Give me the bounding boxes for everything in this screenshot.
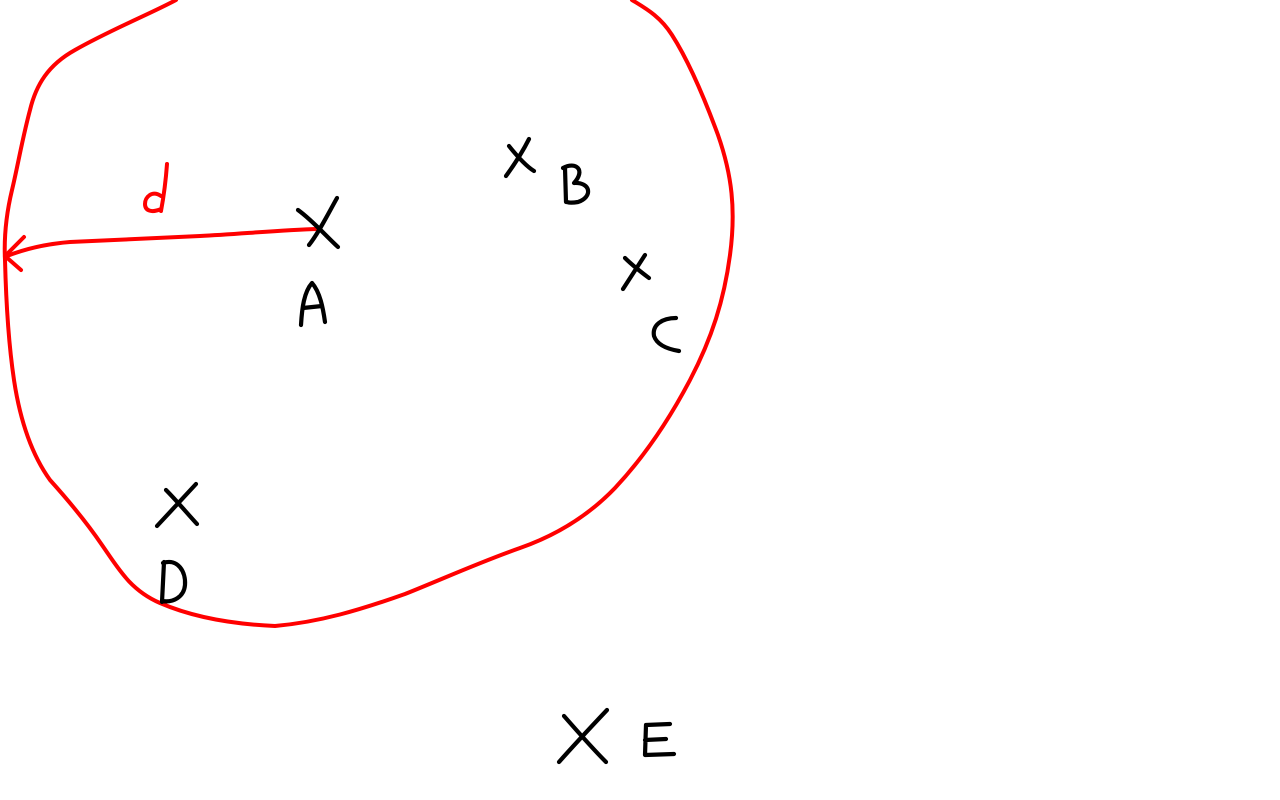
point-b-label-glyph <box>563 166 588 203</box>
point-e-label-glyph <box>645 724 674 755</box>
distance-arrow-line <box>7 229 318 256</box>
svg-text:D: D <box>160 600 161 601</box>
svg-text:B: B <box>560 205 561 206</box>
point-c <box>623 255 679 351</box>
svg-text:d: d <box>155 190 156 191</box>
boundary-circle <box>5 0 733 626</box>
distance-label-glyph <box>145 164 167 211</box>
point-b <box>506 139 588 206</box>
point-d-cross-icon <box>157 484 197 526</box>
point-c-label-glyph <box>654 318 679 351</box>
distance-label <box>145 164 167 211</box>
point-a-label-glyph <box>301 283 325 325</box>
point-d <box>157 484 197 602</box>
point-a-cross-icon <box>298 198 338 247</box>
point-c-cross-icon <box>623 255 649 289</box>
point-a <box>298 198 338 326</box>
point-b-cross-icon <box>506 139 534 176</box>
point-e <box>559 710 674 762</box>
point-d-label-glyph <box>162 562 185 602</box>
svg-text:A: A <box>300 325 301 326</box>
svg-text:C: C <box>655 345 656 346</box>
svg-text:E: E <box>645 755 646 756</box>
point-e-cross-icon <box>559 710 607 762</box>
